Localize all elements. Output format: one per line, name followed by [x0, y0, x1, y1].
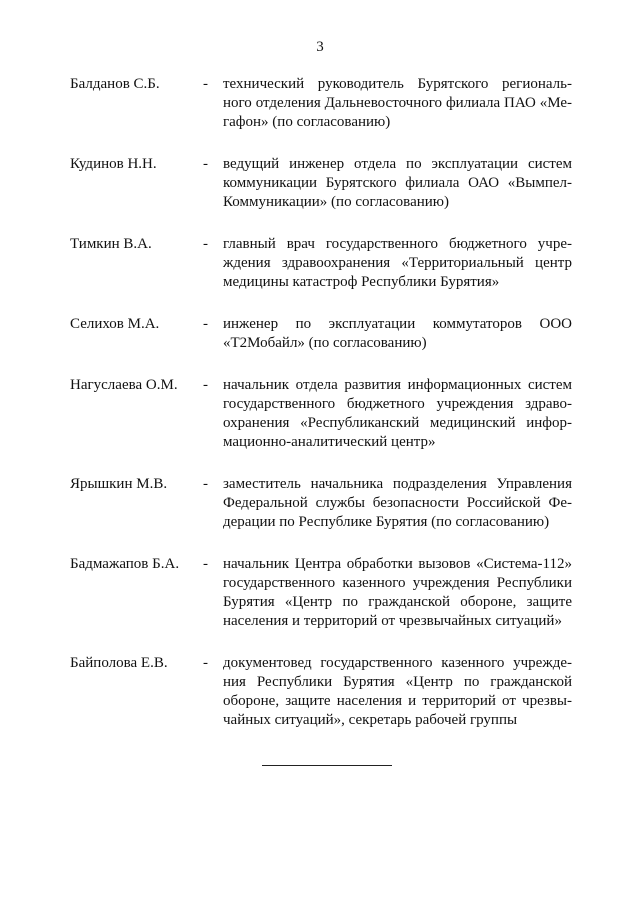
member-entry [70, 475, 572, 532]
member-entry [70, 315, 572, 353]
position-line: обороне, защите населения и территорий от чрезвы- [223, 693, 572, 709]
member-position [223, 75, 572, 132]
position-line: начальник Центра обработки вызовов «Система-112» [223, 556, 572, 572]
member-dash: - [203, 476, 208, 492]
member-entry [70, 235, 572, 292]
member-position [223, 555, 572, 631]
position-line: главный врач государственного бюджетного учре- [223, 236, 572, 252]
member-name: Ярышкин М.В. [70, 476, 168, 492]
member-dash: - [203, 556, 208, 572]
position-line: «Т2Мобайл» (по согласованию) [223, 335, 427, 351]
member-dash: - [203, 156, 208, 172]
position-line: государственного казенного учреждения Республики [223, 575, 572, 591]
member-position [223, 475, 572, 532]
member-name: Бадмажапов Б.А. [70, 556, 180, 572]
member-dash: - [203, 655, 208, 671]
member-name: Селихов М.А. [70, 316, 160, 332]
page-number: 3 [316, 39, 324, 55]
member-dash: - [203, 377, 208, 393]
position-line: ждения здравоохранения «Территориальный центр [223, 255, 572, 271]
position-line: инженер по эксплуатации коммутаторов ООО [223, 316, 572, 332]
member-entry [70, 155, 572, 212]
member-dash: - [203, 236, 208, 252]
end-of-document-rule [262, 765, 392, 766]
position-line: медицины катастроф Республики Бурятия» [223, 274, 500, 290]
position-line: Бурятия «Центр по гражданской обороне, защите [223, 594, 572, 610]
position-line: Коммуникации» (по согласованию) [223, 194, 449, 210]
member-entry [70, 654, 572, 730]
position-line: государственного бюджетного учреждения здраво- [223, 396, 572, 412]
position-line: коммуникации Бурятского филиала ОАО «Вымпел- [223, 175, 572, 191]
position-line: мационно-аналитический центр» [223, 434, 436, 450]
member-entry [70, 75, 572, 132]
member-name: Тимкин В.А. [70, 236, 152, 252]
position-line: ного отделения Дальневосточного филиала ПАО «Ме- [223, 95, 572, 111]
position-line: населения и территорий от чрезвычайных ситуаций» [223, 613, 562, 629]
position-line: охранения «Республиканский медицинский инфор- [223, 415, 572, 431]
member-entry [70, 376, 572, 452]
member-name: Байполова Е.В. [70, 655, 168, 671]
member-name: Нагуслаева О.М. [70, 377, 178, 393]
member-position [223, 315, 572, 353]
member-dash: - [203, 316, 208, 332]
member-position [223, 235, 572, 292]
member-name: Кудинов Н.Н. [70, 156, 157, 172]
position-line: ведущий инженер отдела по эксплуатации систем [223, 156, 572, 172]
position-line: заместитель начальника подразделения Управления [223, 476, 572, 492]
position-line: чайных ситуаций», секретарь рабочей группы [223, 712, 518, 728]
position-line: технический руководитель Бурятского региональ- [223, 76, 572, 92]
position-line: дерации по Республике Бурятия (по согласованию) [223, 514, 550, 530]
position-line: Федеральной службы безопасности Российской Фе- [223, 495, 572, 511]
working-group-members-list [70, 75, 572, 730]
member-position [223, 155, 572, 212]
member-position [223, 654, 572, 730]
member-dash: - [203, 76, 208, 92]
position-line: ния Республики Бурятия «Центр по гражданской [223, 674, 572, 690]
position-line: документовед государственного казенного учрежде- [223, 655, 572, 671]
position-line: начальник отдела развития информационных систем [223, 377, 572, 393]
member-position [223, 376, 572, 452]
member-name: Балданов С.Б. [70, 76, 160, 92]
member-entry [70, 555, 572, 631]
position-line: гафон» (по согласованию) [223, 114, 391, 130]
